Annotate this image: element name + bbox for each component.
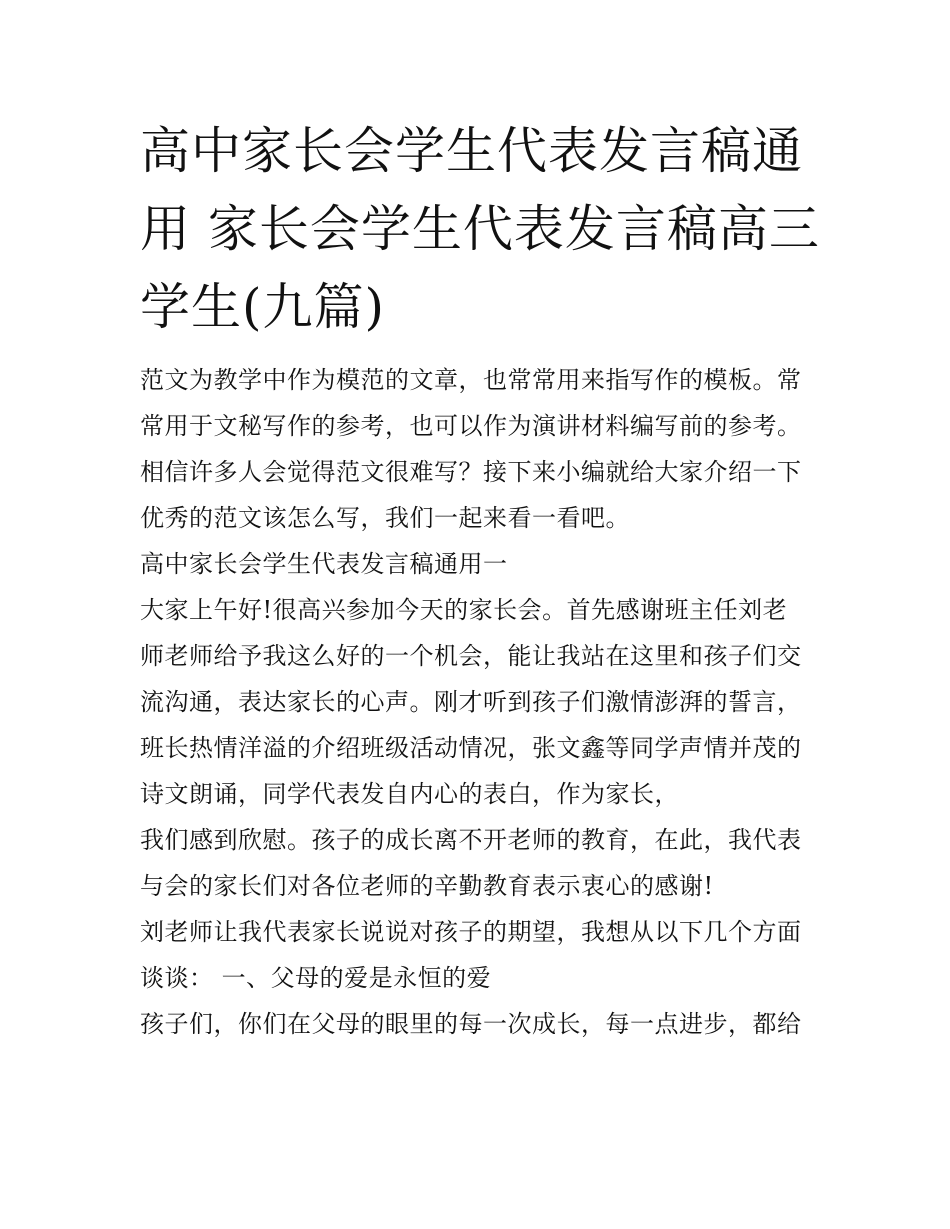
intro-line: 相信许多人会觉得范文很难写？接下来小编就给大家介绍一下: [140, 458, 802, 486]
title-line: 用 家长会学生代表发言稿高三: [140, 200, 820, 258]
document-title: [140, 112, 820, 346]
paragraph-line: 刘老师让我代表家长说说对孩子的期望，我想从以下几个方面: [140, 918, 802, 946]
paragraph-line: 谈谈： 一、父母的爱是永恒的爱: [140, 964, 492, 992]
title-line: 学生(九篇): [140, 278, 386, 336]
intro-line: 范文为教学中作为模范的文章，也常常用来指写作的模板。常: [140, 366, 802, 394]
paragraph-line: 流沟通，表达家长的心声。刚才听到孩子们激情澎湃的誓言，: [140, 688, 802, 716]
paragraph-line: 诗文朗诵，同学代表发自内心的表白，作为家长，: [140, 780, 679, 808]
paragraph-line: 与会的家长们对各位老师的辛勤教育表示衷心的感谢!: [140, 872, 714, 900]
paragraph-line: 孩子们，你们在父母的眼里的每一次成长，每一点进步，都给: [140, 1010, 802, 1038]
intro-line: 优秀的范文该怎么写，我们一起来看一看吧。: [140, 504, 630, 532]
paragraph-line: 班长热情洋溢的介绍班级活动情况，张文鑫等同学声情并茂的: [140, 734, 802, 762]
paragraph-line: 大家上午好!很高兴参加今天的家长会。首先感谢班主任刘老: [140, 596, 788, 624]
paragraph-line: 师老师给予我这么好的一个机会，能让我站在这里和孩子们交: [140, 642, 802, 670]
section-heading: 高中家长会学生代表发言稿通用一: [140, 550, 508, 578]
paragraph-line: 我们感到欣慰。孩子的成长离不开老师的教育，在此，我代表: [140, 826, 802, 854]
title-line: 高中家长会学生代表发言稿通: [140, 122, 803, 180]
intro-line: 常用于文秘写作的参考，也可以作为演讲材料编写前的参考。: [140, 412, 802, 440]
document-body: [140, 357, 820, 1047]
